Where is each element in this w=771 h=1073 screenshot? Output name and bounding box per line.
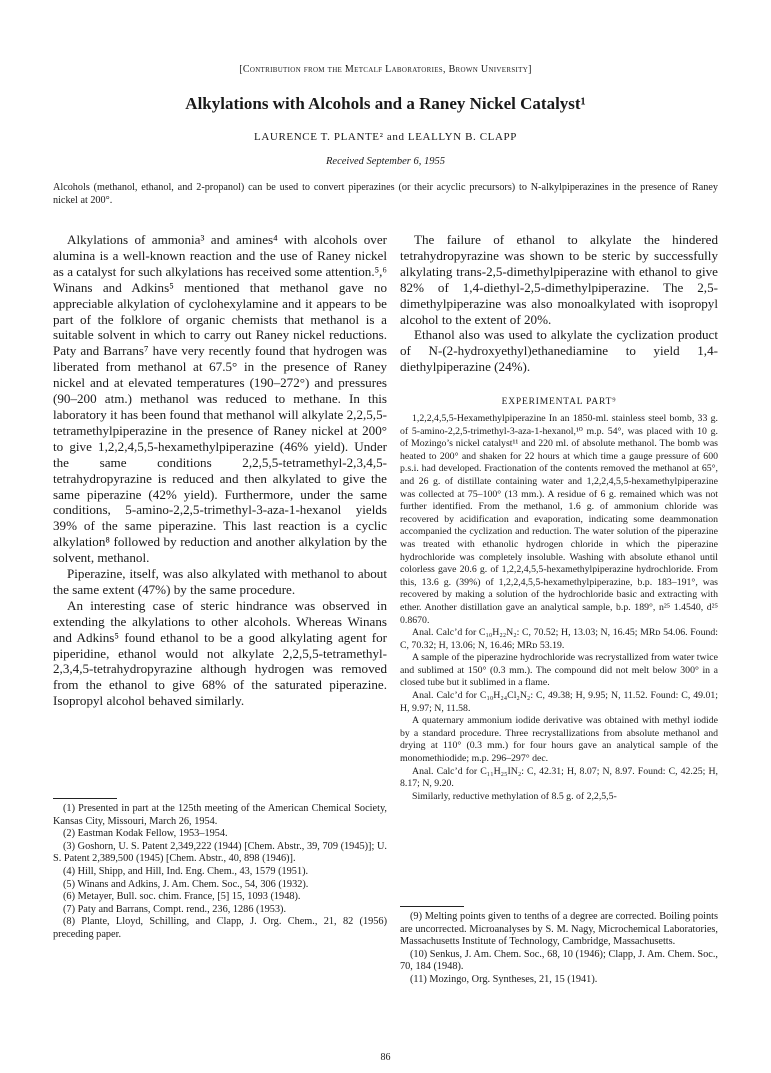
footnote: (11) Mozingo, Org. Syntheses, 21, 15 (1941). bbox=[410, 973, 598, 985]
left-column-body bbox=[53, 232, 387, 709]
author-line: LAURENCE T. PLANTE² and LEALLYN B. CLAPP bbox=[254, 131, 517, 143]
footnote: (10) Senkus, J. Am. Chem. Soc., 68, 10 (1946); Clapp, J. Am. Chem. Soc., 70, 184 (1948). bbox=[400, 948, 718, 973]
body-paragraph: The failure of ethanol to alkylate the hindered tetrahydropyrazine was shown to be steric by successfully alkylating trans-2,5-dimethylpiperazine with ethanol to give 82% of 1,4-diethyl-2,5-dimethylpiperazine. The 2,5-dimethylpiperazine was also monoalkylated with isopropyl alcohol to the extent of 20%. bbox=[400, 232, 718, 327]
footnote: (6) Metayer, Bull. soc. chim. France, [5] 15, 1093 (1948). bbox=[63, 891, 301, 903]
page-number: 86 bbox=[380, 1052, 391, 1063]
footnotes-right bbox=[400, 911, 718, 987]
experimental-section bbox=[400, 413, 718, 803]
body-paragraph: Piperazine, itself, was also alkylated with methanol to about the same extent (47%) by the same procedure. bbox=[53, 566, 387, 597]
experimental-paragraph: A quaternary ammonium iodide derivative was obtained with methyl iodide by a standard procedure. Three recrystallizations from absolute methanol and drying at 110° (0.3 mm.) for four hours gave an analytical sample of the monomethiodide; m.p. 296–297° dec. bbox=[400, 715, 718, 765]
article-title: Alkylations with Alcohols and a Raney Nickel Catalyst¹ bbox=[185, 94, 586, 113]
affiliation-line: [Contribution from the Metcalf Laboratories, Brown University] bbox=[239, 64, 532, 75]
footnote: (1) Presented in part at the 125th meeting of the American Chemical Society, Kansas City, Missouri, March 26, 1954. bbox=[53, 803, 387, 827]
experimental-paragraph: 1,2,2,4,5,5-Hexamethylpiperazine In an 1850-ml. stainless steel bomb, 33 g. of 5-amino-2,2,5-trimethyl-3-aza-1-hexanol,¹⁰ m.p. 54°, was placed with 10 g. of Mozingo’s nickel catalyst¹¹ and 220 ml. of absolute methanol. The bomb was heated to 200° and shaken for 22 hours at which time a gauge pressure of 600 p.s.i. had developed. Fractionation of the contents removed the methanol at 65°, and 26 g. of distillate containing water and 1,2,2,4,5,5-hexamethylpiperazine was collected at 75–100° (13 mm.). A residue of 6 g. remained which was not further identified. From the methanol, 1.6 g. of ammonium chloride was recovered by acidification and evaporation, indicating some deammonation accompanied the cyclization and reduction. The water solution of the piperazine was treated with ethanolic hydrogen chloride in which the piperazine hydrochloride was completely insoluble. Washing with absolute ethanol until colorless gave 20.6 g. of 1,2,2,4,5,5-hexamethylpiperazine hydrochloride. From this, 13.6 g. (39%) of 1,2,2,4,5,5-hexamethylpiperazine, b.p. 183–191°, was recovered by making a solution of the hydrochloride basic and extracting with ether. Another distillation gave an analytical sample, b.p. 189°, n²⁵ 1.4540, d²⁵ 0.8670. bbox=[400, 413, 718, 626]
footnotes-left bbox=[53, 803, 387, 942]
abstract: Alcohols (methanol, ethanol, and 2-propanol) can be used to convert piperazines (or their acyclic precursors) to N-alkylpiperazines in the presence of Raney nickel at 200°. bbox=[53, 182, 718, 206]
body-paragraph: Ethanol also was used to alkylate the cyclization product of N-(2-hydroxyethyl)ethanediamine to yield 1,4-diethylpiperazine (24%). bbox=[400, 327, 718, 375]
analysis-paragraph: Anal. Calc’d for C₁₁H₂₅IN₂: C, 42.31; H, 8.07; N, 8.97. Found: C, 42.25; H, 8.17; N, 9.20. bbox=[400, 765, 718, 790]
analysis-paragraph: Anal. Calc’d for C₁₀H₂₂N₂: C, 70.52; H, 13.03; N, 16.45; MRᴅ 54.06. Found: C, 70.32; H, 13.06; N, 16.46; MRᴅ 53.19. bbox=[400, 627, 718, 651]
section-heading-experimental: EXPERIMENTAL PART⁹ bbox=[501, 397, 617, 407]
body-paragraph: Alkylations of ammonia³ and amines⁴ with alcohols over alumina is a well-known reaction and the use of Raney nickel as a catalyst for such alkylations has received some attention.⁵,⁶ Winans and Adkins⁵ mentioned that methanol gave no appreciable alkylation of cyclohexylamine and it appears to be part of the folklore of organic chemists that methanol is a suitable solvent in which to carry out Raney nickel reductions. Paty and Barrans⁷ have very recently found that hydrogen was liberated from methanol at 67.5° in the presence of Raney nickel and at elevated temperatures (190–272°) and pressures (90–200 atm.) methanol was reduced to methane. In this laboratory it has been found that methanol will alkylate 2,2,5,5-tetramethylpiperazine in the presence of Raney nickel at 200° to give 1,2,2,4,5,5-hexamethylpiperazine (46% yield). Under the same conditions 2,2,5,5-tetramethyl-2,3,4,5-tetrahydropyrazine is reduced and then alkylated to give the same piperazine (42% yield). Furthermore, under the same conditions, 5-amino-2,2,5-trimethyl-3-aza-1-hexanol yields 39% of the same piperazine. This last reaction is a cyclic alkylation⁸ followed by reduction and another alkylation by the solvent, methanol. bbox=[53, 232, 387, 566]
footnote: (4) Hill, Shipp, and Hill, Ind. Eng. Chem., 43, 1579 (1951). bbox=[63, 865, 309, 877]
footnote-divider bbox=[53, 798, 117, 799]
footnote: (9) Melting points given to tenths of a degree are corrected. Boiling points are uncorrected. Microanalyses by S. M. Nagy, Microchemical Laboratories, Massachusetts Institute of Technology, Cambridge, Massachusetts. bbox=[400, 911, 718, 948]
footnote-divider bbox=[400, 906, 464, 907]
footnote: (8) Plante, Lloyd, Schilling, and Clapp, J. Org. Chem., 21, 82 (1956) preceding paper. bbox=[53, 916, 387, 940]
received-date: Received September 6, 1955 bbox=[326, 156, 445, 167]
experimental-paragraph: A sample of the piperazine hydrochloride was recrystallized from water twice and sublimed at 150° (0.3 mm.). The compound did not melt below 300° in a closed tube but it sublimed in a flame. bbox=[400, 652, 718, 689]
footnote: (3) Goshorn, U. S. Patent 2,349,222 (1944) [Chem. Abstr., 39, 709 (1945)]; U. S. Patent 2,389,500 (1945) [Chem. Abstr., 40, 898 (1946)]. bbox=[53, 840, 387, 865]
body-paragraph: An interesting case of steric hindrance was observed in extending the alkylations to other alcohols. Whereas Winans and Adkins⁵ found ethanol to be a good alkylating agent for piperidine, ethanol would not alkylate 2,2,5,5-tetramethyl-2,3,4,5-tetrahydropyrazine although hydrogen was removed from the ethanol to give 68% of the saturated piperazine. Isopropyl alcohol behaved similarly. bbox=[53, 597, 387, 709]
analysis-paragraph: Anal. Calc’d for C₁₀H₂₄Cl₂N₂: C, 49.38; H, 9.95; N, 11.52. Found: C, 49.01; H, 9.97; N, 11.58. bbox=[400, 690, 718, 714]
footnote: (7) Paty and Barrans, Compt. rend., 236, 1286 (1953). bbox=[63, 903, 287, 915]
experimental-paragraph: Similarly, reductive methylation of 8.5 g. of 2,2,5,5- bbox=[412, 790, 617, 802]
right-column-body bbox=[400, 232, 718, 375]
footnote: (2) Eastman Kodak Fellow, 1953–1954. bbox=[63, 828, 228, 840]
footnote: (5) Winans and Adkins, J. Am. Chem. Soc., 54, 306 (1932). bbox=[63, 878, 309, 890]
